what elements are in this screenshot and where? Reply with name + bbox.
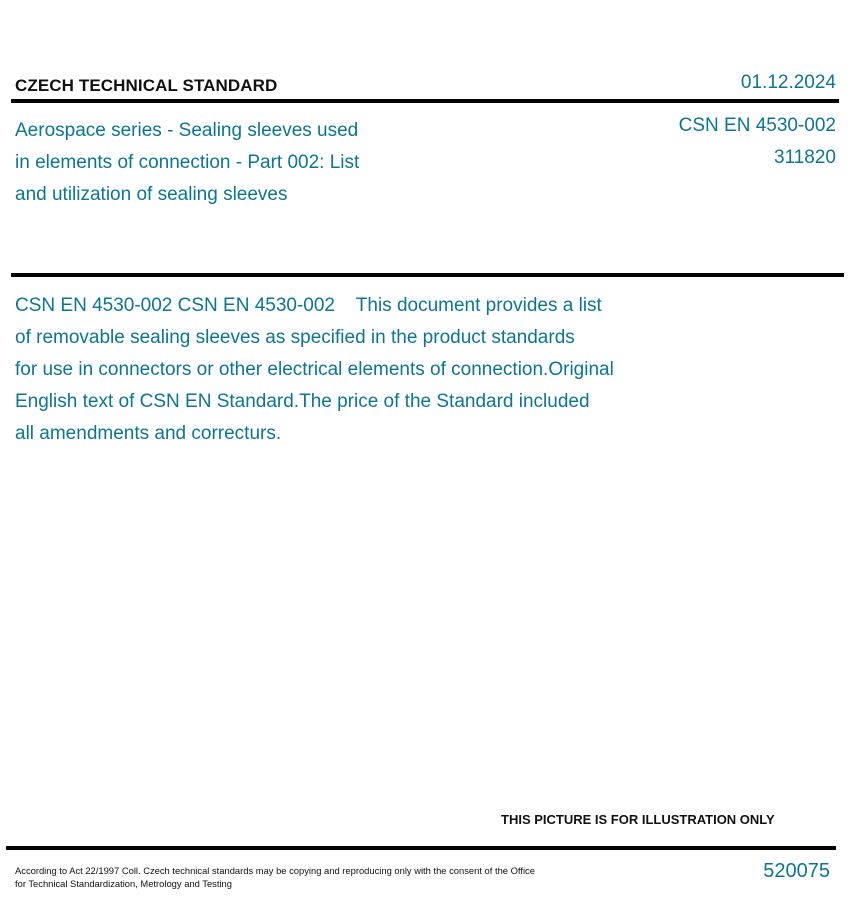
abstract-line: all amendments and correcturs. [15,423,282,444]
section-rule [11,273,844,277]
classification-number: 311820 [774,147,836,168]
abstract-text [15,290,715,450]
legal-notice [15,864,535,890]
title-line: in elements of connection - Part 002: List [15,152,360,173]
illustration-note: THIS PICTURE IS FOR ILLUSTRATION ONLY [501,812,775,827]
legal-line: According to Act 22/1997 Coll. Czech technical standards may be copying and reproducing only with the consent of the Office [15,865,535,876]
footer-rule [6,846,836,850]
document-type-label: CZECH TECHNICAL STANDARD [15,76,278,95]
header-rule [11,99,839,103]
publication-date: 01.12.2024 [740,72,836,93]
standard-number: CSN EN 4530-002 [678,115,836,136]
title-line: and utilization of sealing sleeves [15,184,288,205]
title-line: Aerospace series - Sealing sleeves used [15,120,359,141]
legal-line: for Technical Standardization, Metrology and Testing [15,878,232,889]
catalog-code: 520075 [763,860,830,882]
abstract-line: English text of CSN EN Standard.The price of the Standard included [15,391,590,412]
abstract-line: of removable sealing sleeves as specified in the product standards [15,327,575,348]
abstract-line: CSN EN 4530-002 CSN EN 4530-002 This document provides a list [15,295,602,316]
standard-title [15,115,435,211]
abstract-line: for use in connectors or other electrical elements of connection.Original [15,359,614,380]
